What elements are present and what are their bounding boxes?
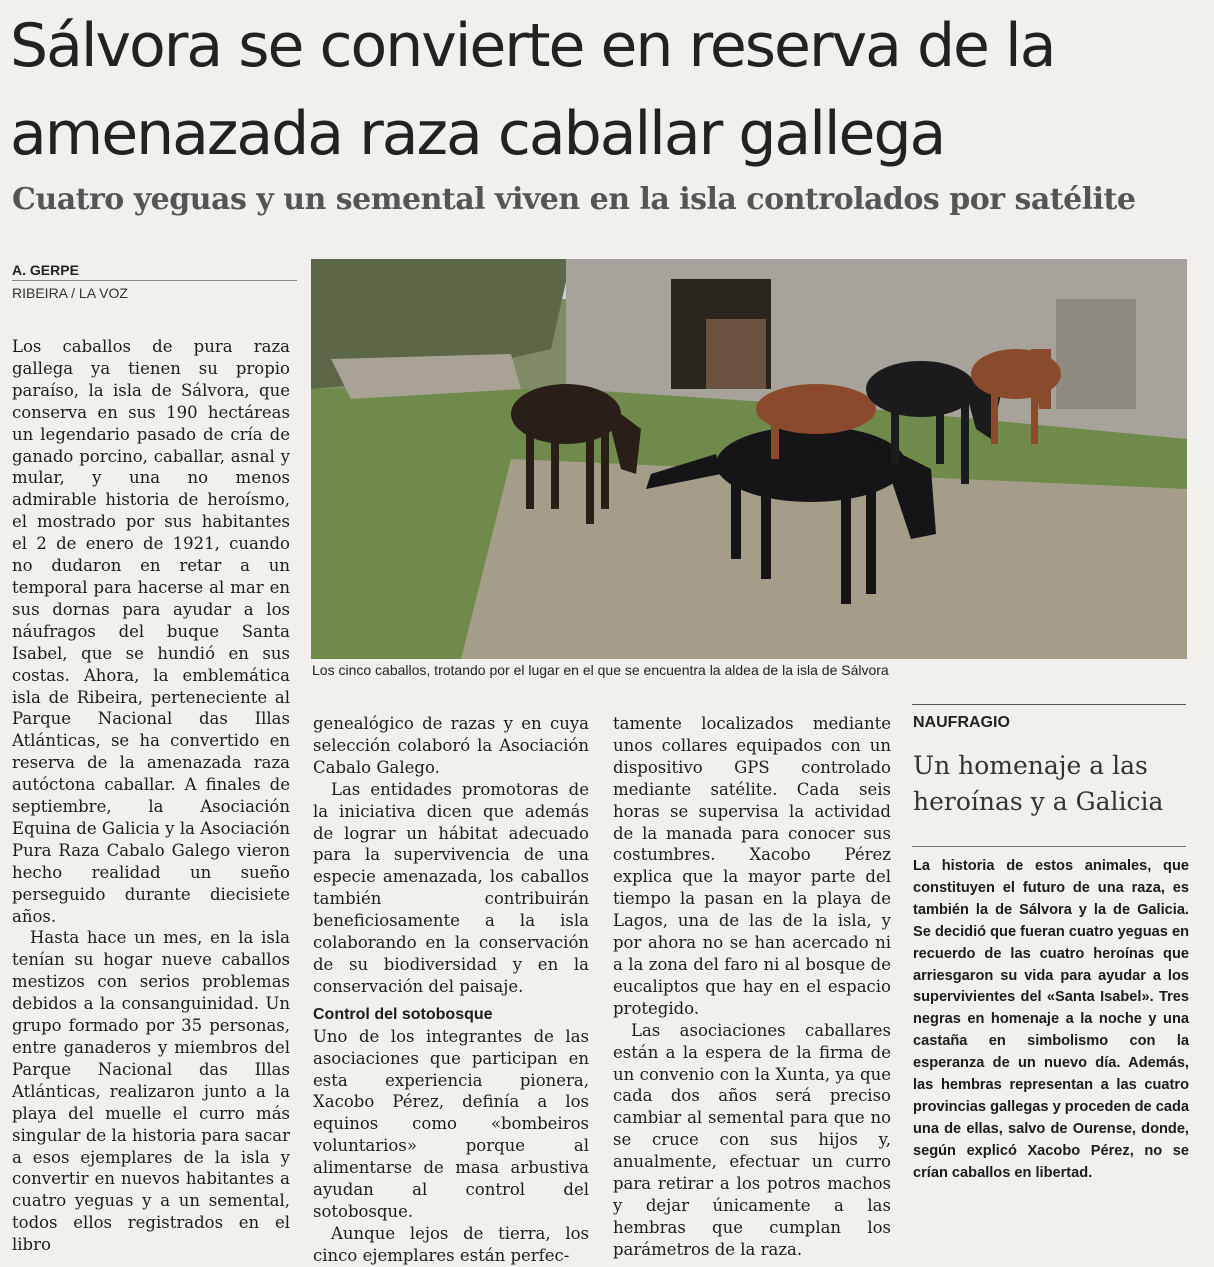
article-column-1	[12, 336, 290, 1256]
sidebar-title: Un homenaje a las heroínas y a Galicia	[913, 751, 1164, 816]
paragraph: Las asociaciones caballares están a la espera de la firma de un convenio con la Xunta, ya que cada dos años será preciso cambiar al semental para que no se cruce con sus hijos y, anualmente, efectuar un curro para retirar a los potros machos y dejar únicamente a las hembras que cumplan los parámetros de la raza.	[613, 1020, 891, 1259]
sidebar-rule	[912, 704, 1186, 705]
byline: A. GERPE	[12, 262, 79, 278]
horses-photo-image	[311, 259, 1187, 659]
paragraph: Las entidades promotoras de la iniciativa dicen que además de lograr un hábitat adecuado para la supervivencia de una especie amenazada, los caballos también contribuirán beneficiosamente a la isla colaborando en la conservación de su biodiversidad y en la conservación del paisaje.	[313, 779, 589, 996]
sidebar-body: La historia de estos animales, que constituyen el futuro de una raza, es también la de Sálvora y la de Galicia. Se decidió que fueran cuatro yeguas en recuerdo de las cuatro heroínas que arriesgaron su vida para ayudar a los supervivientes del «Santa Isabel». Tres negras en homenaje a la noche y una castaña en simbolismo con la esperanza de un nuevo día. Además, las hembras representan a las cuatro provincias gallegas y proceden de cada una de ellas, salvo de Ourense, donde, según explicó Xacobo Pérez, no se crían caballos en libertad.	[913, 858, 1189, 1181]
sidebar-kicker: NAUFRAGIO	[913, 714, 1010, 731]
dateline: RIBEIRA / LA VOZ	[12, 285, 128, 301]
subheadline: Cuatro yeguas y un semental viven en la isla controlados por satélite	[12, 182, 1136, 217]
headline: Sálvora se convierte en reserva de la amenazada raza caballar gallega	[10, 11, 1055, 169]
byline-rule	[12, 280, 297, 281]
paragraph: Uno de los integrantes de las asociaciones que participan en esta experiencia pionera, Xacobo Pérez, definía a los equinos como «bombeiros voluntarios» porque al alimentarse de masa arbustiva ayudan al control del sotobosque.	[313, 1026, 589, 1221]
horses-photo	[311, 259, 1187, 659]
sidebar-divider	[912, 846, 1186, 847]
article-column-2	[313, 713, 589, 1267]
paragraph: genealógico de razas y en cuya selección colaboró la Asociación Cabalo Galego.	[313, 714, 589, 777]
photo-caption: Los cinco caballos, trotando por el lugar en el que se encuentra la aldea de la isla de Sálvora	[312, 662, 889, 678]
crosshead: Control del sotobosque	[313, 1005, 493, 1023]
paragraph: Hasta hace un mes, en la isla tenían su hogar nueve caballos mestizos con serios problemas debidos a la consanguinidad. Un grupo formado por 35 personas, entre ganaderos y miembros del Parque Nacional das Illas Atlánticas, realizaron junto a la playa del muelle el curro más singular de la historia para sacar a esos ejemplares de la isla y convertir en nuevos habitantes a cuatro yeguas y a un semental, todos ellos registrados en el libro	[12, 928, 290, 1255]
paragraph: Los caballos de pura raza gallega ya tienen su propio paraíso, la isla de Sálvora, que conserva en sus 190 hectáreas un legendario pasado de cría de ganado porcino, caballar, asnal y mular, y una no menos admirable historia de heroísmo, el mostrado por sus habitantes el 2 de enero de 1921, cuando no dudaron en retar a un temporal para hacerse al mar en sus dornas para ayudar a los náufragos del buque Santa Isabel, que se hundió en sus costas. Ahora, la emblemática isla de Ribeira, perteneciente al Parque Nacional das Illas Atlánticas, se ha convertido en reserva de la amenazada raza autóctona caballar. A finales de septiembre, la Asociación Equina de Galicia y la Asociación Pura Raza Cabalo Galego vieron hecho realidad un sueño perseguido durante diecisiete años.	[12, 337, 290, 926]
paragraph: tamente localizados mediante unos collares equipados con un dispositivo GPS controlado mediante satélite. Cada seis horas se supervisa la actividad de la manada para conocer sus costumbres. Xacobo Pérez explica que la mayor parte del tiempo la pasan en la playa de Lagos, una de las de la isla, y por ahora no se han acercado ni a la zona del faro ni al bosque de eucaliptos que hay en el espacio protegido.	[613, 714, 891, 1018]
article-column-3	[613, 713, 891, 1261]
paragraph: Aunque lejos de tierra, los cinco ejemplares están perfec-	[313, 1223, 589, 1265]
